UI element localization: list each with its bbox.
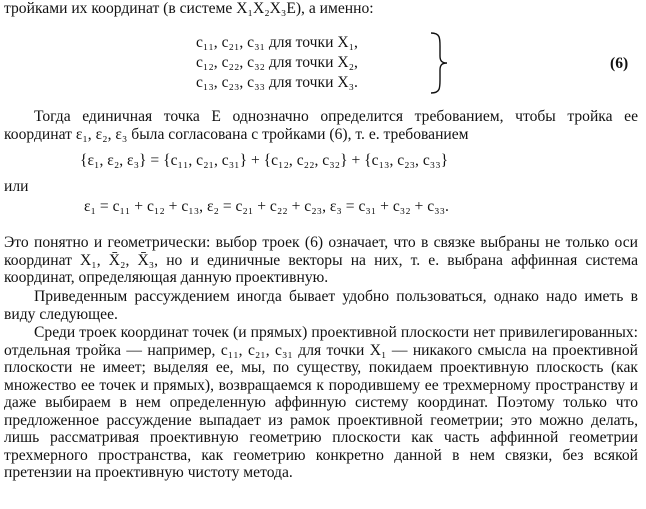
paragraph-then: Тогда единичная точка E однозначно определится требованием, чтобы тройка ее координат ε₁, ε₂, ε₃ была согласована с тройками (6), т. е. требованием: [4, 108, 638, 143]
equation-sets: {ε₁, ε₂, ε₃} = {c₁₁, c₂₁, c₃₁} + {c₁₂, c₂₂, c₃₂} + {c₁₃, c₂₃, c₃₃}: [80, 152, 449, 169]
word-or: или: [4, 178, 29, 195]
paragraph-reasoning: Приведенным рассуждением иногда бывает удобно пользоваться, однако надо иметь в виду следующее.: [4, 288, 638, 323]
system-row-2: c₁₂, c₂₂, c₃₂ для точки X₂,: [196, 54, 358, 71]
paragraph-among: Среди троек координат точек (и прямых) проективной плоскости нет привилегированных: отдельная тройка — например, c₁₁, c₂₁, c₃₁ для точки X₁ — никакого смысла на проективной плоскости не имеет; выделяя ее, мы, по существу, покидаем проективную плоскость (как множество ее точек и прямых), возвращаемся к породившему ее трехмерному пространству и даже выбираем в нем определенную аффинную систему координат. Поэтому только что предложенное рассуждение выпадает из рамок проективной геометрии; это можно делать, лишь рассматривая проективную геометрию плоскости как часть аффинной геометрии трехмерного пространства, как геометрию конкретно данной в нем связки, без всякой претензии на проективную чистоту метода.: [4, 324, 638, 481]
equation-number: (6): [610, 55, 629, 72]
right-brace-icon: [428, 32, 450, 94]
paragraph-geometric: Это понятно и геометрически: выбор троек (6) означает, что в связке выбраны не только оси координат X₁, X̄₂, X̄₃, но и единичные векторы на них, т. е. выбрана аффинная система координат, определяющая данную проективную.: [4, 234, 638, 286]
equation-sums: ε₁ = c₁₁ + c₁₂ + c₁₃, ε₂ = c₂₁ + c₂₂ + c₂₃, ε₃ = c₃₁ + c₃₂ + c₃₃.: [84, 198, 449, 215]
system-row-3: c₁₃, c₂₃, c₃₃ для точки X₃.: [196, 74, 358, 91]
intro-line: тройками их координат (в системе X₁X₂X₃E), а именно:: [4, 0, 374, 17]
system-row-1: c₁₁, c₂₁, c₃₁ для точки X₁,: [196, 34, 358, 51]
